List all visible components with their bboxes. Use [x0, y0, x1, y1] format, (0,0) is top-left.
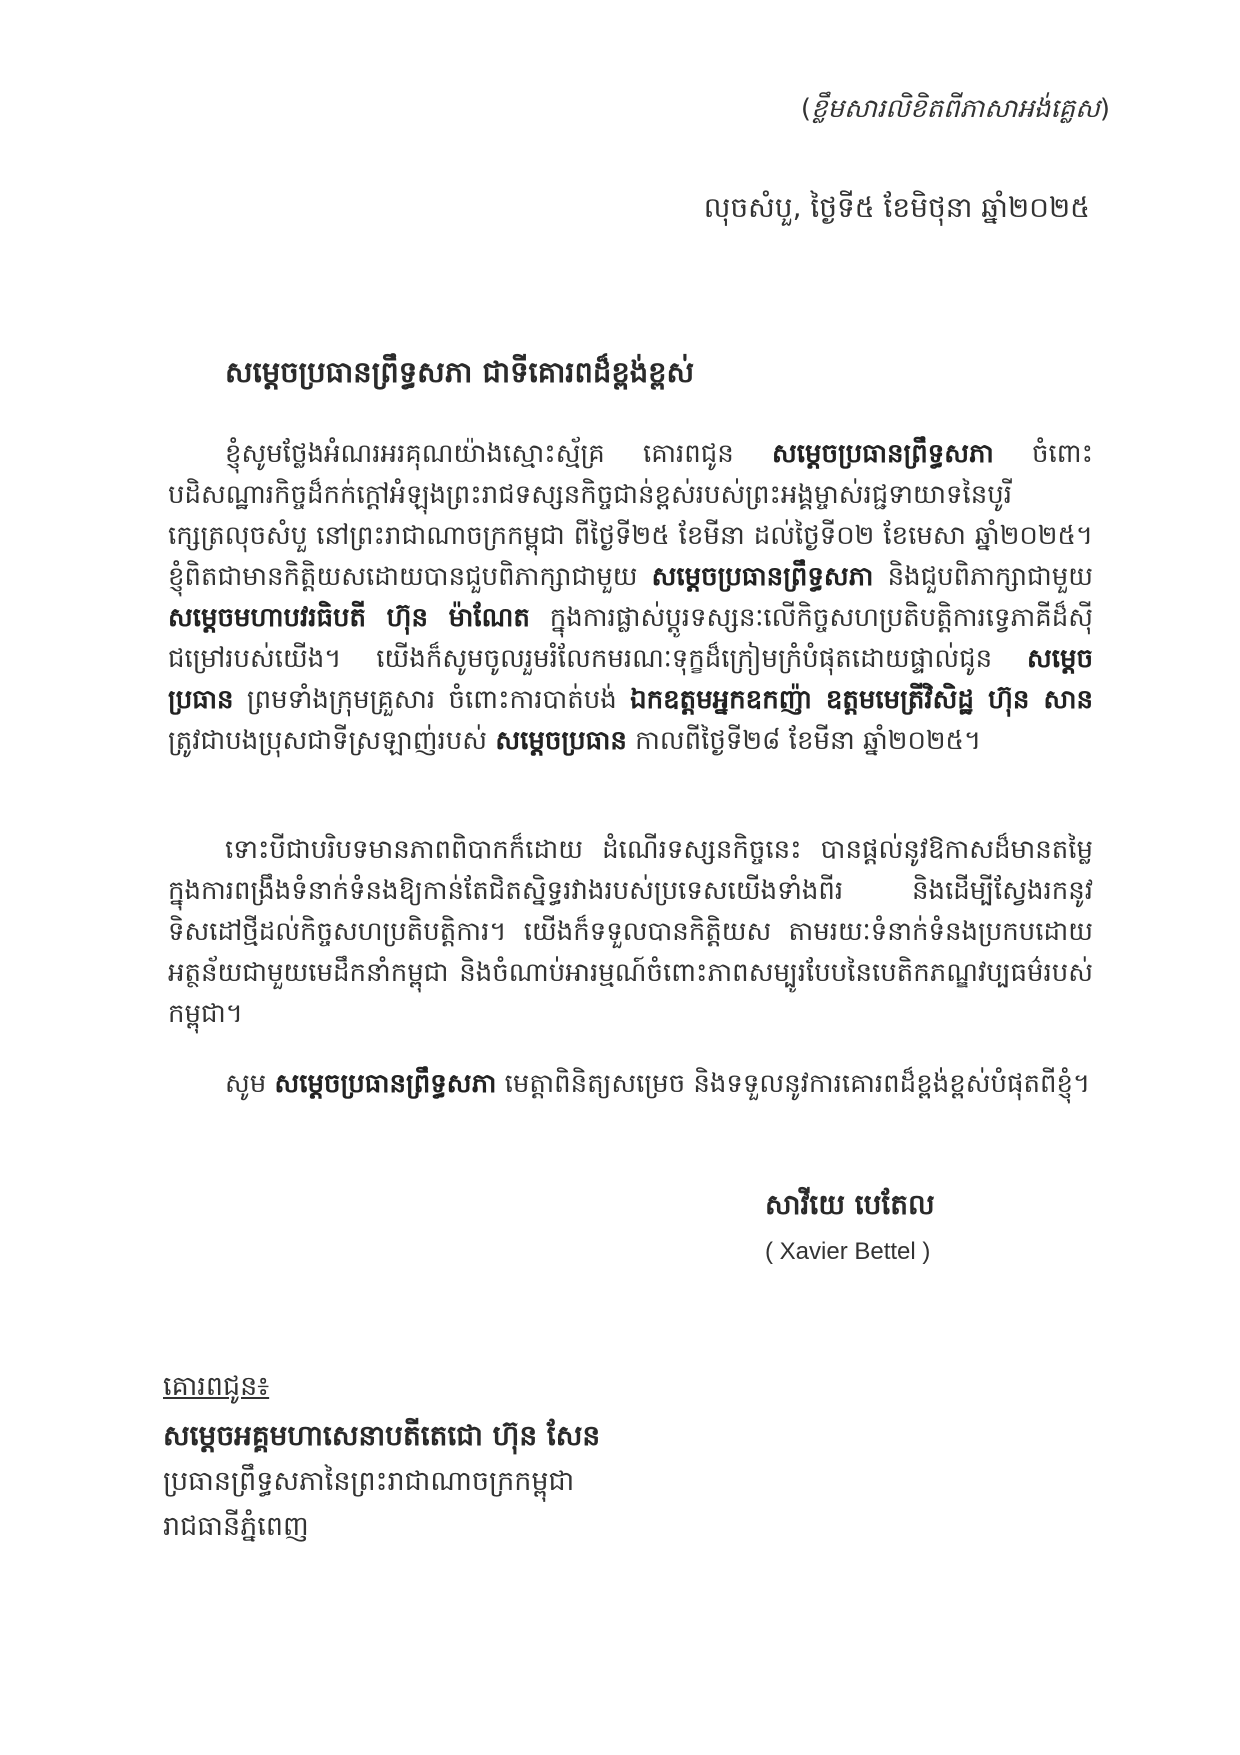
addressee-label: គោរពជូន៖ [163, 1371, 270, 1402]
p1-text-7: កាលពីថ្ងៃទី២៨ ខែមីនា ឆ្នាំ២០២៥។ [626, 726, 982, 756]
p1-bold-2: សម្តេចប្រធានព្រឹទ្ធសភា [651, 562, 874, 592]
addressee-name: សម្តេចអគ្គមហាសេនាបតីតេជោ ហ៊ុន សែន [163, 1419, 601, 1452]
p1-bold-3: សម្តេចមហាបវរធិបតី ហ៊ុន ម៉ាណែត [168, 603, 530, 633]
p3-text-2: មេត្តាពិនិត្យសម្រេច និងទទួលនូវការគោរពដ៏ខ្ពង់ខ្ពស់បំផុតពីខ្ញុំ។ [496, 1069, 1091, 1099]
p1-text-5: ព្រមទាំងក្រុមគ្រួសារ ចំពោះការបាត់បង់ [233, 685, 631, 715]
paragraph-2: ទោះបីជាបរិបទមានភាពពិបាកក៏ដោយ ដំណើរទស្សនកិច្ចនេះ បានផ្តល់នូវឱកាសដ៏មានតម្លៃក្នុងការពង្រឹងទំនាក់ទំនងឱ្យកាន់តែជិតស្និទ្ធរវាងរបស់ប្រទេសយើងទាំងពីរ និងដើម្បីស្វែងរកនូវទិសដៅថ្មីដល់កិច្ចសហប្រតិបត្តិការ។ យើងក៏ទទួលបានកិត្តិយស តាមរយៈទំនាក់ទំនងប្រកបដោយអត្ថន័យជាមួយមេដឹកនាំកម្ពុជា និងចំណាប់អារម្មណ៍ចំពោះភាពសម្បូរបែបនៃបេតិកភណ្ឌវប្បធម៌របស់កម្ពុជា។ [168, 835, 1093, 1029]
p1-text-3: និងជួបពិភាក្សាជាមួយ [873, 562, 1093, 592]
p1-bold-6: សម្តេចប្រធាន [495, 726, 627, 756]
addressee-city: រាជធានីភ្នំពេញ [163, 1511, 309, 1542]
p1-text-2: ចំពោះបដិសណ្ឋារកិច្ចដ៏កក់ក្តៅអំឡុងព្រះរាជទស្សនកិច្ចជាន់ខ្ពស់របស់ព្រះអង្គម្ចាស់រជ្ជទាយាទនៃបូរីក្សេត្រលុចសំបួ នៅព្រះរាជាណាចក្រកម្ពុជា ពីថ្ងៃទី២៥ ខែមីនា ដល់ថ្ងៃទី០២ ខែមេសា ឆ្នាំ២០២៥។ ខ្ញុំពិតជាមានកិត្តិយសដោយបានជួបពិភាក្សាជាមួយ [168, 439, 1093, 592]
note-close-paren: ) [1099, 94, 1110, 124]
p1-text-6: ត្រូវជាបងប្រុសជាទីស្រឡាញ់របស់ [168, 726, 496, 756]
addressee-title: ប្រធានព្រឹទ្ធសភានៃព្រះរាជាណាចក្រកម្ពុជា [163, 1466, 575, 1497]
note-open-paren: ( [800, 94, 812, 124]
p3-text-1: សូម [225, 1069, 275, 1099]
salutation: សម្តេចប្រធានព្រឹទ្ធសភា ជាទីគោរពដ៏ខ្ពង់ខ្ពស់ [225, 355, 695, 389]
paragraph-3 [168, 1064, 1093, 1105]
p1-bold-1: សម្តេចប្រធានព្រឹទ្ធសភា [772, 439, 994, 469]
translation-note [801, 92, 1110, 130]
dateline: លុចសំបួ, ថ្ងៃទី៥ ខែមិថុនា ឆ្នាំ២០២៥ [703, 191, 1090, 224]
p1-text-1: ខ្ញុំសូមថ្លែងអំណរអរគុណយ៉ាងស្មោះស្ម័គ្រ គោរពជូន [225, 439, 772, 469]
p1-bold-4: សម្តេចប្រធាន [168, 644, 1093, 715]
p1-text-4: ក្នុងការផ្លាស់ប្តូរទស្សនៈលើកិច្ចសហប្រតិបត្តិការទ្វេភាគីដ៏ស៊ីជម្រៅរបស់យើង។ យើងក៏សូមចូលរួមរំលែកមរណៈទុក្ខដ៏ក្រៀមក្រំបំផុតដោយផ្ទាល់ជូន [168, 603, 1093, 674]
p3-bold-1: សម្តេចប្រធានព្រឹទ្ធសភា [274, 1069, 497, 1099]
paragraph-1 [168, 434, 1093, 762]
signature-name-latin: ( Xavier Bettel ) [765, 1238, 931, 1265]
signature-name-khmer: សាវីយេ បេតែល [765, 1188, 935, 1221]
note-text: ខ្លឹមសារលិខិតពីភាសាអង់គ្លេស [811, 94, 1100, 124]
p1-bold-5: ឯកឧត្តមអ្នកឧកញ៉ា ឧត្តមមេត្រីវិសិដ្ឋ ហ៊ុន សាន [630, 685, 1094, 715]
